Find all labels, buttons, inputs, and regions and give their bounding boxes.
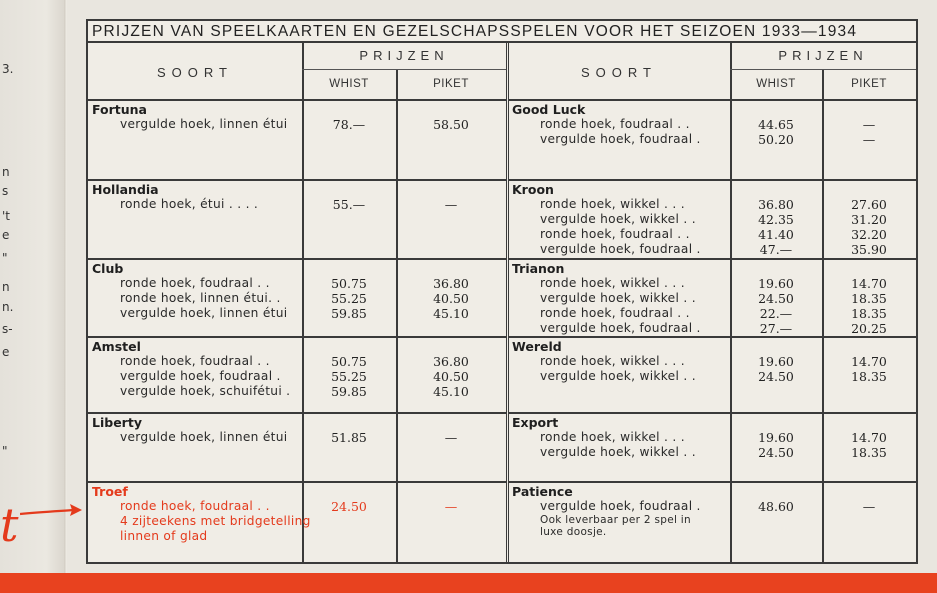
entry-hollandia — [92, 182, 300, 212]
variant-line: 4 zijteekens met bridgetelling — [120, 514, 311, 528]
header-separator-right — [508, 99, 916, 101]
piket-price: 40.50 — [433, 291, 469, 306]
entry-trianon — [512, 261, 728, 336]
whist-price: 36.80 — [758, 197, 794, 212]
whist-price: 24.50 — [331, 499, 367, 514]
brand-name: Hollandia — [92, 182, 159, 197]
brand-name: Patience — [512, 484, 573, 499]
variant-line: vergulde hoek, foudraal . — [540, 242, 701, 256]
variant-line: ronde hoek, foudraal . . — [120, 499, 270, 513]
brand-name: Kroon — [512, 182, 554, 197]
brand-name: Trianon — [512, 261, 565, 276]
piket-price: 36.80 — [433, 276, 469, 291]
brand-name: Club — [92, 261, 124, 276]
margin-text: s — [2, 184, 9, 198]
piket-price: 20.25 — [851, 321, 887, 336]
whist-header-left: WHIST — [329, 78, 369, 90]
piket-price: — — [862, 132, 876, 147]
piket-price: 14.70 — [851, 354, 887, 369]
brand-name: Export — [512, 415, 559, 430]
variant-line: ronde hoek, wikkel . . . — [540, 276, 685, 290]
brand-name: Fortuna — [92, 102, 147, 117]
variant-line: ronde hoek, foudraal . . — [120, 354, 270, 368]
piket-price: 18.35 — [851, 445, 887, 460]
row-separator — [88, 481, 506, 483]
variant-line: ronde hoek, wikkel . . . — [540, 354, 685, 368]
entry-troef — [92, 484, 311, 544]
brand-name: Amstel — [92, 339, 141, 354]
piket-header-right: PIKET — [851, 78, 887, 90]
row-separator — [88, 179, 506, 181]
variant-line: ronde hoek, foudraal . . — [540, 227, 690, 241]
variant-line: ronde hoek, foudraal . . — [540, 306, 690, 320]
entry-amstel — [92, 339, 300, 399]
whist-price: 24.50 — [758, 445, 794, 460]
margin-text: 't — [2, 209, 11, 223]
variant-line: vergulde hoek, linnen étui — [120, 117, 288, 131]
variant-line: ronde hoek, wikkel . . . — [540, 430, 685, 444]
prijzen-header-left: PRIJZEN — [359, 48, 449, 63]
whist-price: 27.— — [759, 321, 793, 336]
column-divider — [508, 43, 509, 564]
row-separator — [508, 481, 916, 483]
variant-line: vergulde hoek, foudraal . — [540, 499, 701, 513]
brand-name: Wereld — [512, 339, 562, 354]
margin-text: n — [2, 280, 10, 294]
variant-line: vergulde hoek, linnen étui — [120, 430, 288, 444]
entry-patience — [512, 484, 728, 538]
whist-price: 78.— — [332, 117, 366, 132]
variant-line: ronde hoek, wikkel . . . — [540, 197, 685, 211]
variant-line: vergulde hoek, wikkel . . — [540, 291, 696, 305]
prijzen-underline-right — [730, 69, 916, 70]
piket-price: 14.70 — [851, 430, 887, 445]
entry-club — [92, 261, 300, 321]
piket-price: 27.60 — [851, 197, 887, 212]
brand-name: Liberty — [92, 415, 142, 430]
piket-price: 45.10 — [433, 306, 469, 321]
entry-export — [512, 415, 728, 460]
piket-price: 32.20 — [851, 227, 887, 242]
entry-fortuna — [92, 102, 300, 132]
piket-header-left: PIKET — [433, 78, 469, 90]
whist-price: 55.25 — [331, 369, 367, 384]
piket-price: — — [444, 499, 458, 514]
whist-price: 50.20 — [758, 132, 794, 147]
soort-header-left: SOORT — [157, 65, 233, 80]
variant-line: vergulde hoek, wikkel . . — [540, 369, 696, 383]
margin-text: 3. — [2, 62, 14, 76]
whist-price: 51.85 — [331, 430, 367, 445]
whist-price: 47.— — [759, 242, 793, 257]
row-separator — [88, 412, 506, 414]
price-table — [86, 19, 918, 564]
margin-text: e — [2, 228, 10, 242]
margin-text: " — [2, 444, 8, 458]
brand-name: Good Luck — [512, 102, 586, 117]
variant-line: vergulde hoek, foudraal . — [120, 369, 281, 383]
piket-price: 35.90 — [851, 242, 887, 257]
piket-price: 58.50 — [433, 117, 469, 132]
whist-price: 59.85 — [331, 384, 367, 399]
piket-price: 18.35 — [851, 291, 887, 306]
whist-price: 24.50 — [758, 369, 794, 384]
piket-price: 14.70 — [851, 276, 887, 291]
variant-note: Ook leverbaar per 2 spel in — [540, 514, 691, 526]
piket-price: — — [862, 117, 876, 132]
piket-price: 40.50 — [433, 369, 469, 384]
whist-price: 44.65 — [758, 117, 794, 132]
piket-price: 18.35 — [851, 306, 887, 321]
red-script-letter: t — [0, 498, 19, 552]
column-divider — [506, 43, 507, 564]
variant-line: ronde hoek, foudraal . . — [540, 117, 690, 131]
variant-line: ronde hoek, linnen étui. . — [120, 291, 281, 305]
variant-line: vergulde hoek, foudraal . — [540, 132, 701, 146]
prijzen-underline-left — [302, 69, 506, 70]
entry-kroon — [512, 182, 728, 257]
row-separator — [508, 412, 916, 414]
variant-line: vergulde hoek, foudraal . — [540, 321, 701, 335]
row-separator — [88, 258, 506, 260]
row-separator — [88, 336, 506, 338]
red-bottom-band — [0, 573, 937, 593]
row-separator — [508, 258, 916, 260]
whist-price: 59.85 — [331, 306, 367, 321]
whist-price: 24.50 — [758, 291, 794, 306]
variant-line: linnen of glad — [120, 529, 208, 543]
variant-line: vergulde hoek, linnen étui — [120, 306, 288, 320]
entry-liberty — [92, 415, 300, 445]
soort-header-right: SOORT — [581, 65, 657, 80]
whist-price: 42.35 — [758, 212, 794, 227]
whist-price: 55.25 — [331, 291, 367, 306]
piket-price: — — [444, 430, 458, 445]
margin-text: " — [2, 251, 8, 265]
margin-text: n. — [2, 300, 14, 314]
whist-price: 19.60 — [758, 276, 794, 291]
margin-text: e — [2, 345, 10, 359]
red-arrow-icon — [20, 498, 82, 522]
variant-line: vergulde hoek, wikkel . . — [540, 445, 696, 459]
whist-header-right: WHIST — [756, 78, 796, 90]
variant-line: vergulde hoek, schuifétui . — [120, 384, 291, 398]
whist-price: 19.60 — [758, 354, 794, 369]
header-separator-left — [88, 99, 506, 101]
entry-wereld — [512, 339, 728, 384]
entry-good-luck — [512, 102, 728, 147]
whist-price: 19.60 — [758, 430, 794, 445]
piket-price: 36.80 — [433, 354, 469, 369]
brand-name: Troef — [92, 484, 128, 499]
whist-price: 50.75 — [331, 354, 367, 369]
margin-text: n — [2, 165, 10, 179]
margin-text: s- — [2, 322, 13, 336]
variant-note: luxe doosje. — [540, 526, 607, 538]
variant-line: vergulde hoek, wikkel . . — [540, 212, 696, 226]
piket-price: — — [862, 499, 876, 514]
whist-price: 50.75 — [331, 276, 367, 291]
piket-price: 45.10 — [433, 384, 469, 399]
prijzen-header-right: PRIJZEN — [778, 48, 868, 63]
variant-line: ronde hoek, foudraal . . — [120, 276, 270, 290]
row-separator — [508, 179, 916, 181]
table-title: PRIJZEN VAN SPEELKAARTEN EN GEZELSCHAPSSPELEN VOOR HET SEIZOEN 1933—1934 — [88, 21, 916, 43]
whist-price: 55.— — [332, 197, 366, 212]
row-separator — [508, 336, 916, 338]
whist-price: 41.40 — [758, 227, 794, 242]
whist-price: 22.— — [759, 306, 793, 321]
piket-price: — — [444, 197, 458, 212]
whist-price: 48.60 — [758, 499, 794, 514]
piket-price: 31.20 — [851, 212, 887, 227]
piket-price: 18.35 — [851, 369, 887, 384]
variant-line: ronde hoek, étui . . . . — [120, 197, 259, 211]
